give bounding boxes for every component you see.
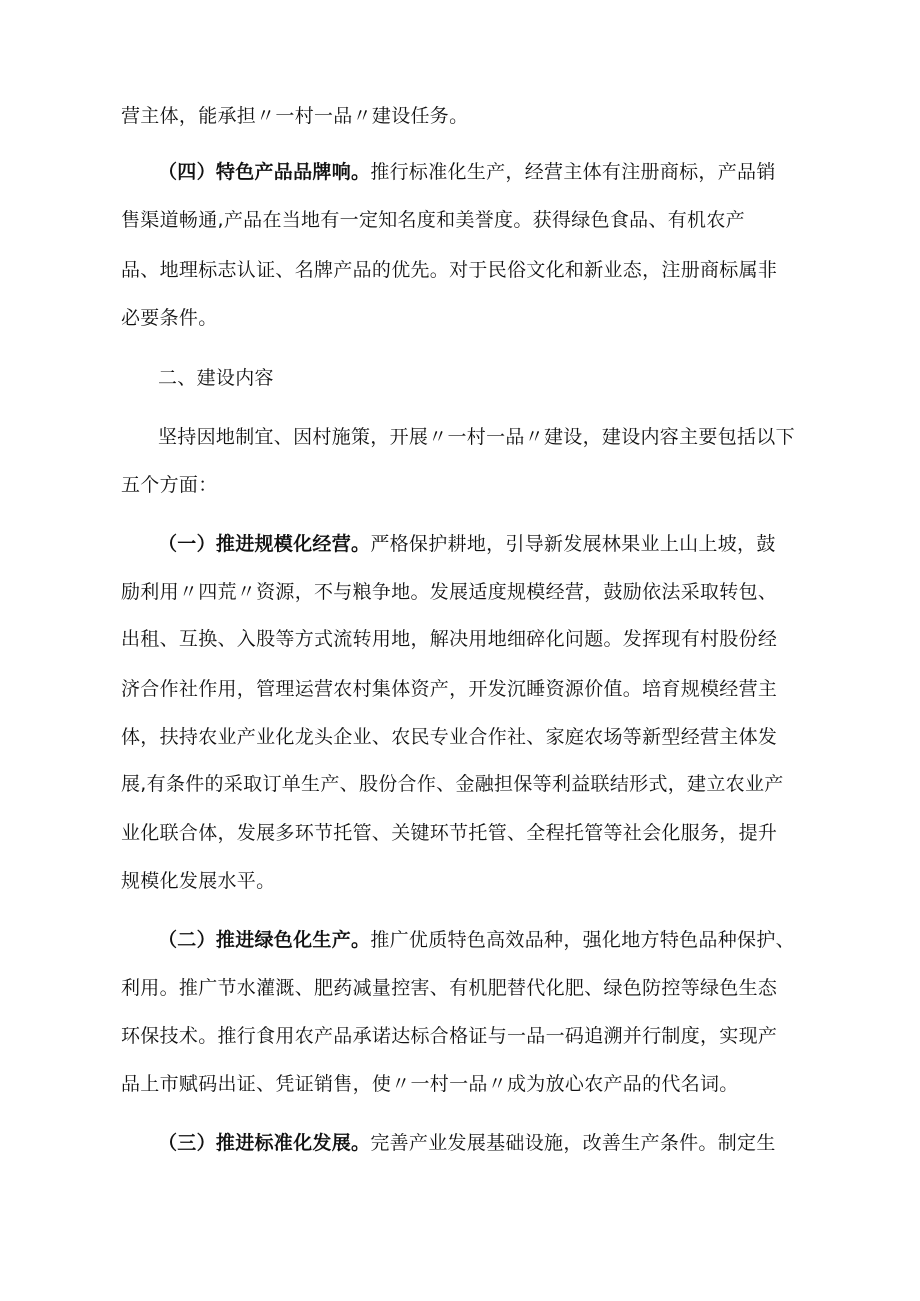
section-heading: （二）推进绿色化生产。 [158,929,371,951]
paragraph-line [158,532,776,556]
text-run: 推行标准化生产，经营主体有注册商标，产品销 [370,161,776,183]
text-line: 五个方面： [121,474,218,496]
paragraph-line [158,160,776,184]
text-line: 环保技术。推行食用农产品承诺达标合格证与一品一码追溯并行制度，实现产 [121,1025,778,1047]
text-line: 品、地理标志认证、名牌产品的优先。对于民俗文化和新业态，注册商标属非 [121,259,778,281]
text-line: 展,有条件的采取订单生产、股份合作、金融担保等利益联结形式，建立农业产 [121,773,784,795]
paragraph-line [158,1131,776,1155]
text-line: 必要条件。 [121,307,218,329]
section-heading: （三）推进标准化发展。 [158,1132,371,1154]
text-line: 营主体，能承担〃一村一品〃建设任务。 [121,105,469,127]
paragraph-line [158,928,795,952]
text-line: 出租、互换、入股等方式流转用地，解决用地细碎化问题。发挥现有村股份经 [121,628,778,650]
text-line: 业化联合体，发展多环节托管、关键环节托管、全程托管等社会化服务，提升 [121,822,778,844]
text-line: 济合作社作用，管理运营农村集体资产，开发沉睡资源价值。培育规模经营主 [121,678,778,700]
text-line: 利用。推广节水灌溉、肥药减量控害、有机肥替代化肥、绿色防控等绿色生态 [121,977,778,999]
text-line: 体，扶持农业产业化龙头企业、农民专业合作社、家庭农场等新型经营主体发 [121,726,778,748]
text-run: 严格保护耕地，引导新发展林果业上山上坡，鼓 [370,533,776,555]
text-line: 售渠道畅通,产品在当地有一定知名度和美誉度。获得绿色食品、有机农产 [121,209,745,231]
section-heading: （一）推进规模化经营。 [158,533,371,555]
section-title: 二、建设内容 [158,367,274,389]
text-run: 完善产业发展基础设施，改善生产条件。制定生 [370,1132,776,1154]
text-run: 推广优质特色高效品种，强化地方特色品种保护、 [370,929,795,951]
text-line: 规模化发展水平。 [121,870,276,892]
section-heading: （四）特色产品品牌响。 [158,161,371,183]
text-line: 品上市赋码出证、凭证销售，使〃一村一品〃成为放心农产品的代名词。 [121,1073,739,1095]
text-line: 坚持因地制宜、因村施策，开展〃一村一品〃建设，建设内容主要包括以下 [158,426,795,448]
text-line: 励利用〃四荒〃资源，不与粮争地。发展适度规模经营，鼓励依法采取转包、 [121,581,778,603]
